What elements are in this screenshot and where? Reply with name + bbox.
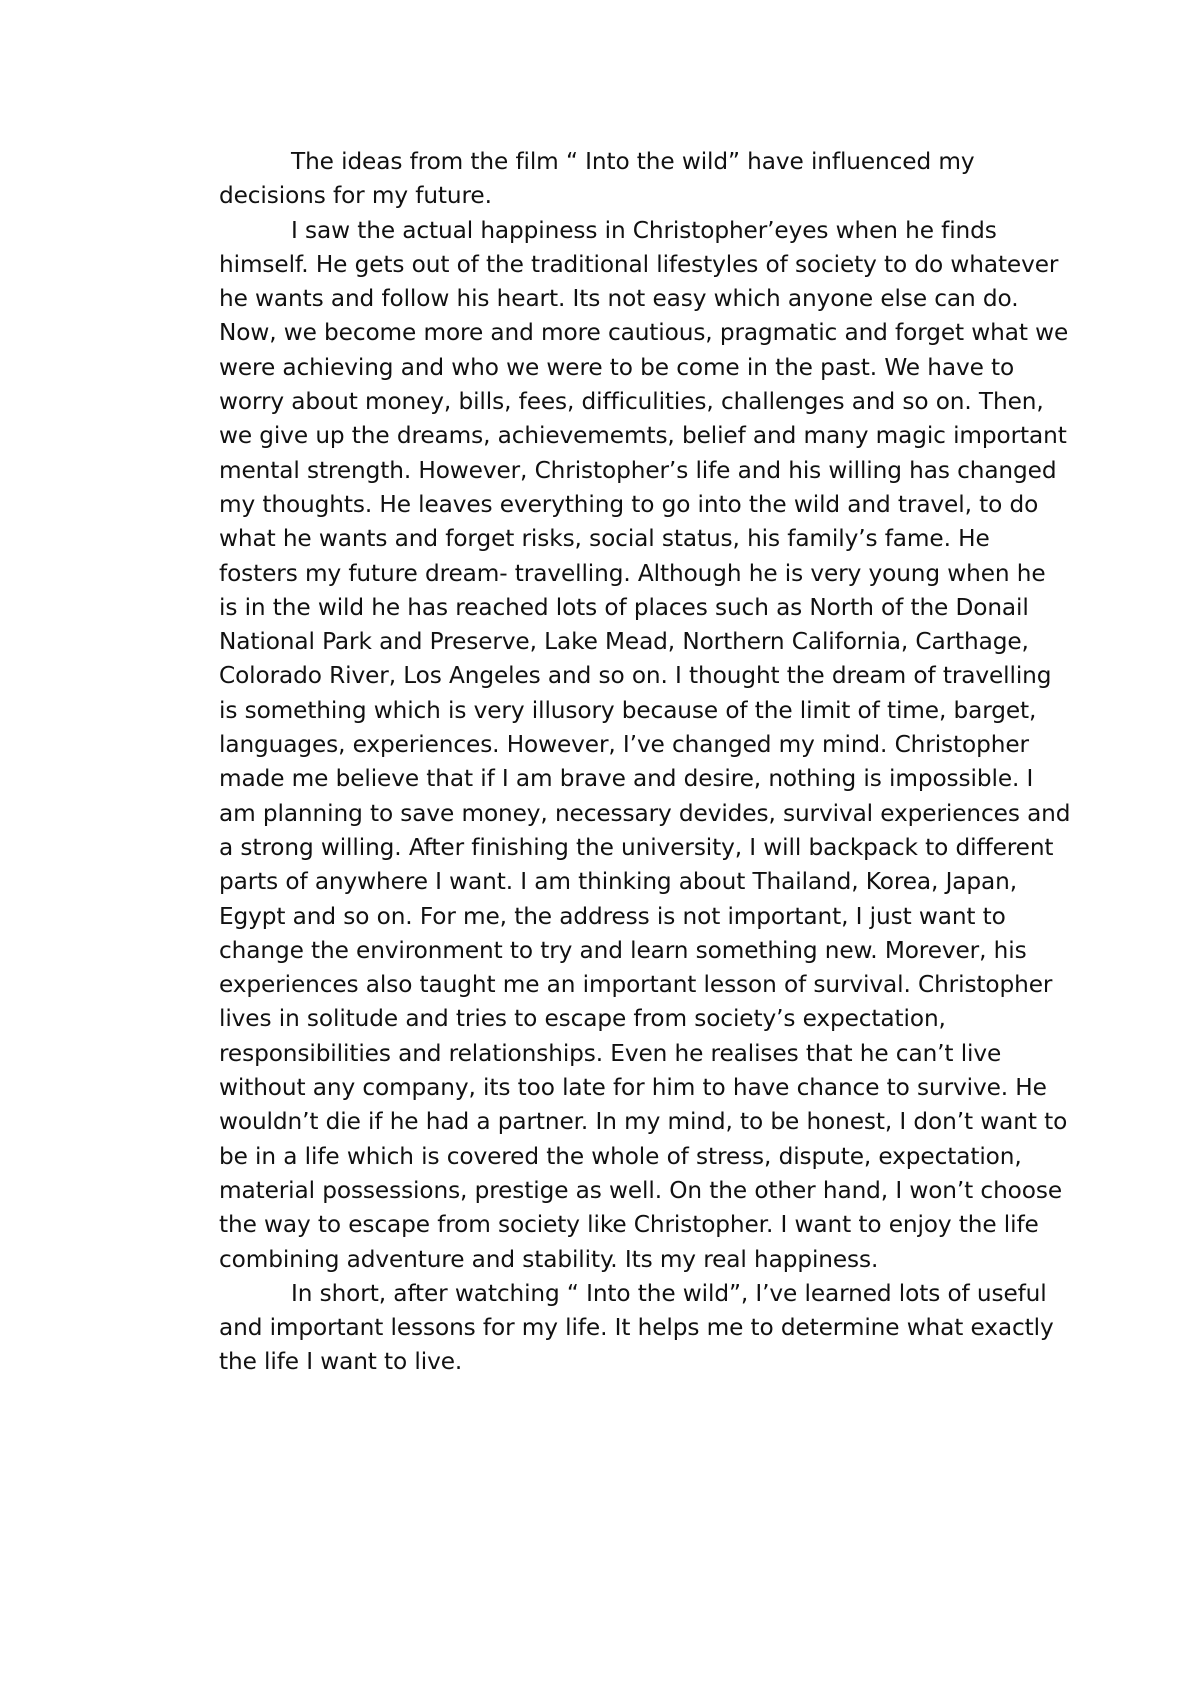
paragraph-conclusion: In short, after watching “ Into the wild”, I’ve learned lots of useful and important lessons for my life. It helps me to determine what exactly the life I want to live. [219, 1279, 1054, 1376]
paragraph-main: I saw the actual happiness in Christopher’eyes when he finds himself. He gets out of the traditional lifestyles of society to do whatever he wants and follow his heart. Its not easy which anyone else can do. Now, we become more and more cautious, pragmatic and forget what we were achieving and who we were to be come in the past. We have to worry about money, bills, fees, difficulities, challenges and so on. Then, we give up the dreams, achievememts, belief and many magic important mental strength. However, Christopher’s life and his willing has changed my thoughts. He leaves everything to go into the wild and travel, to do what he wants and forget risks, social status, his family’s fame. He fosters my future dream- travelling. Although he is very young when he is in the wild he has reached lots of places such as North of the Donail National Park and Preserve, Lake Mead, Northern California, Carthage, Colorado River, Los Angeles and so on. I thought the dream of travelling is something which is very illusory because of the limit of time, barget, languages, experiences. However, I’ve changed my mind. Christopher made me believe that if I am brave and desire, nothing is impossible. I am planning to save money, necessary devides, survival experiences and a strong willing. After finishing the university, I will backpack to different parts of anywhere I want. I am thinking about Thailand, Korea, Japan, Egypt and so on. For me, the address is not important, I just want to change the environment to try and learn something new. Morever, his experiences also taught me an important lesson of survival. Christopher lives in solitude and tries to escape from society’s expectation, responsibilities and relationships. Even he realises that he can’t live without any company, its too late for him to have chance to survive. He wouldn’t die if he had a partner. In my mind, to be honest, I don’t want to be in a life which is covered the whole of stress, dispute, expectation, material possessions, prestige as well. On the other hand, I won’t choose the way to escape from society like Christopher. I want to enjoy the life combining adventure and stability. Its my real happiness. [219, 216, 1071, 1273]
paragraph-intro: The ideas from the film “ Into the wild” have influenced my decisions for my future. [219, 148, 975, 210]
document-body [219, 145, 1071, 1380]
